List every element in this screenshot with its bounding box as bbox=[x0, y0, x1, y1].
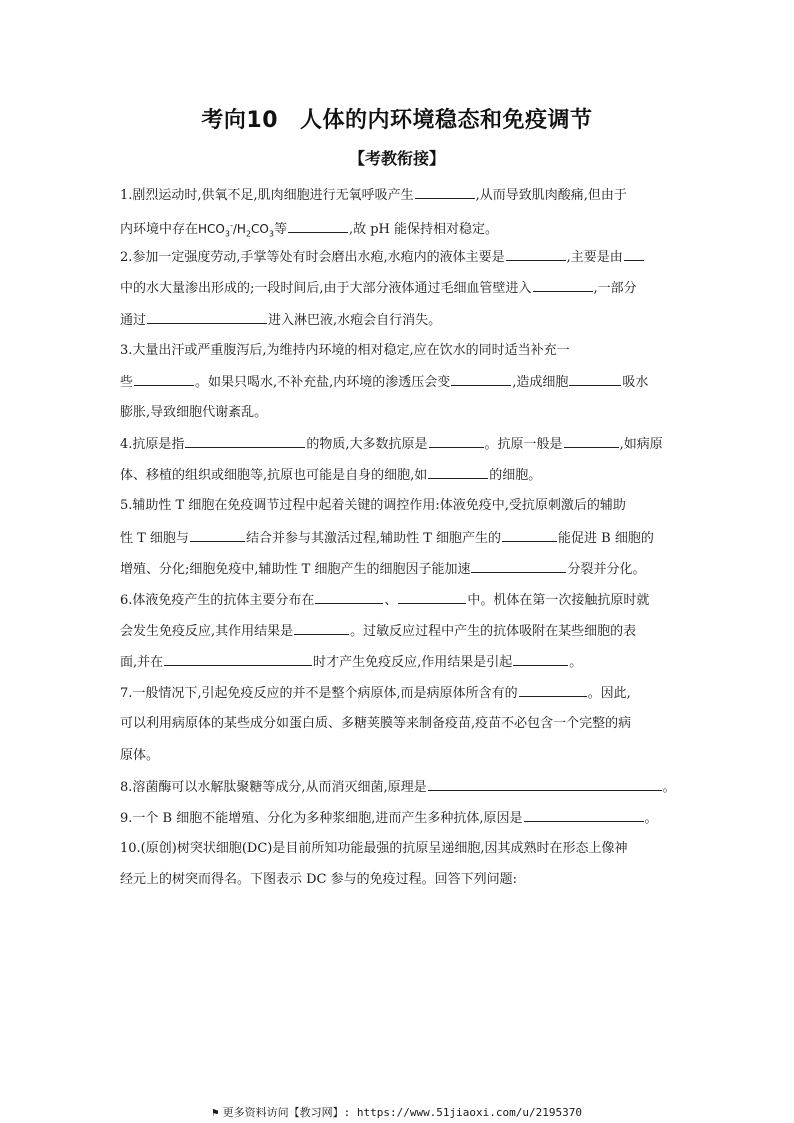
text-segment: 会发生免疫反应,其作用结果是 bbox=[120, 624, 294, 639]
text-segment: ,故 pH 能保持相对稳定。 bbox=[348, 222, 499, 237]
page-footer bbox=[0, 1104, 794, 1120]
question-5-line-2 bbox=[120, 526, 680, 550]
answer-blank bbox=[294, 619, 349, 635]
text-segment: 进入淋巴液,水疱会自行消失。 bbox=[268, 313, 442, 328]
answer-blank bbox=[471, 557, 566, 573]
text-segment: 8.溶菌酶可以水解肽聚糖等成分,从而消灭细菌,原理是 bbox=[120, 780, 427, 795]
formula-part: HCO bbox=[198, 222, 225, 236]
text-segment: 7.一般情况下,引起免疫反应的并不是整个病原体,而是病原体所含有的 bbox=[120, 686, 518, 701]
footer-link-text[interactable]: 更多资料访问【教习网】: https://www.51jiaoxi.com/u/2195370 bbox=[222, 1106, 583, 1119]
answer-blank bbox=[164, 650, 312, 666]
text-segment: 的细胞。 bbox=[489, 468, 542, 483]
text-segment: 。抗原一般是 bbox=[484, 437, 563, 452]
question-5-line-1: 5.辅助性 T 细胞在免疫调节过程中起着关键的调控作用:体液免疫中,受抗原刺激后的辅助 bbox=[120, 498, 626, 513]
question-10-line-1: 10.(原创)树突状细胞(DC)是目前所知功能最强的抗原呈递细胞,因其成熟时在形态上像神 bbox=[120, 841, 628, 856]
answer-blank bbox=[315, 588, 383, 604]
text-segment: 。如果只喝水,不补充盐,内环境的渗透压会变 bbox=[195, 375, 451, 390]
question-2-line-2 bbox=[120, 276, 680, 300]
text-segment: 等 bbox=[273, 222, 287, 237]
answer-blank bbox=[533, 276, 593, 292]
question-3-line-2 bbox=[120, 370, 680, 394]
question-10-line-2: 经元上的树突而得名。下图表示 DC 参与的免疫过程。回答下列问题: bbox=[120, 872, 518, 887]
question-1-line-1 bbox=[120, 183, 680, 207]
formula-part: CO bbox=[251, 222, 269, 236]
question-3-line-1: 3.大量出汗或严重腹泻后,为维持内环境的相对稳定,应在饮水的同时适当补充一 bbox=[120, 343, 570, 358]
answer-blank bbox=[134, 370, 194, 386]
text-segment: 、 bbox=[384, 593, 398, 608]
question-7-line-1 bbox=[120, 681, 680, 705]
text-segment: 内环境中存在 bbox=[120, 222, 199, 237]
answer-blank bbox=[398, 588, 466, 604]
answer-blank bbox=[524, 806, 644, 822]
text-segment: 结合并参与其激活过程,辅助性 T 细胞产生的 bbox=[245, 531, 502, 546]
text-segment: 2.参加一定强度劳动,手掌等处有时会磨出水疱,水疱内的液体主要是 bbox=[120, 250, 505, 265]
answer-blank bbox=[564, 432, 619, 448]
text-segment: ,从而导致肌肉酸痛,但由于 bbox=[475, 188, 627, 203]
text-segment: 能促进 B 细胞的 bbox=[558, 531, 654, 546]
answer-blank bbox=[147, 308, 267, 324]
text-segment: 4.抗原是指 bbox=[120, 437, 185, 452]
question-5-line-3 bbox=[120, 557, 680, 581]
section-subtitle: 【考教衔接】 bbox=[348, 149, 445, 168]
text-segment: ,如病原 bbox=[619, 437, 663, 452]
question-9-line-1 bbox=[120, 806, 680, 830]
text-segment: 性 T 细胞与 bbox=[120, 531, 189, 546]
flag-icon: ⚑ bbox=[211, 1106, 219, 1119]
text-segment: 面,并在 bbox=[120, 655, 164, 670]
text-segment: 吸水 bbox=[622, 375, 649, 390]
question-6-line-2 bbox=[120, 619, 680, 643]
page-title bbox=[0, 103, 794, 134]
text-segment: ,一部分 bbox=[593, 281, 637, 296]
text-segment: 。 bbox=[569, 655, 583, 670]
text-segment: 的物质,大多数抗原是 bbox=[306, 437, 428, 452]
question-4-line-2 bbox=[120, 463, 680, 487]
answer-blank bbox=[190, 526, 245, 542]
text-segment: 时才产生免疫反应,作用结果是引起 bbox=[313, 655, 513, 670]
text-segment: 6.体液免疫产生的抗体主要分布在 bbox=[120, 593, 315, 608]
formula-part: /H bbox=[232, 222, 246, 236]
question-1-line-2 bbox=[120, 214, 680, 238]
text-segment: 。因此, bbox=[587, 686, 631, 701]
title-number: 考向10 bbox=[201, 108, 279, 133]
answer-blank bbox=[428, 463, 488, 479]
answer-blank bbox=[519, 681, 587, 697]
text-segment: 增殖、分化;细胞免疫中,辅助性 T 细胞产生的细胞因子能加速 bbox=[120, 562, 471, 577]
question-2-line-1 bbox=[120, 245, 680, 269]
question-8-line-1 bbox=[120, 775, 680, 799]
question-2-line-3 bbox=[120, 308, 680, 332]
text-segment: ,主要是由 bbox=[566, 250, 623, 265]
answer-blank bbox=[428, 775, 662, 791]
text-segment: 。 bbox=[644, 811, 658, 826]
buffer-formula bbox=[198, 221, 274, 239]
question-7-line-2: 可以利用病原体的某些成分如蛋白质、多糖荚膜等来制备疫苗,疫苗不必包含一个完整的病 bbox=[120, 716, 632, 731]
question-3-line-3: 膨胀,导致细胞代谢紊乱。 bbox=[120, 405, 268, 420]
question-6-line-3 bbox=[120, 650, 680, 674]
answer-blank bbox=[513, 650, 568, 666]
text-segment: 体、移植的组织或细胞等,抗原也可能是自身的细胞,如 bbox=[120, 468, 428, 483]
answer-blank bbox=[288, 217, 348, 233]
text-segment: 中。机体在第一次接触抗原时就 bbox=[467, 593, 650, 608]
question-4-line-1 bbox=[120, 432, 680, 456]
answer-blank bbox=[502, 526, 557, 542]
answer-blank bbox=[185, 432, 305, 448]
formula-subscript: 2 bbox=[245, 229, 252, 239]
text-segment: 分裂并分化。 bbox=[567, 562, 646, 577]
formula-subscript: 3 bbox=[268, 229, 274, 239]
answer-blank bbox=[415, 183, 475, 199]
answer-blank bbox=[569, 370, 621, 386]
text-segment: 。 bbox=[662, 780, 676, 795]
text-segment: 通过 bbox=[120, 313, 147, 328]
formula-superscript: - bbox=[229, 221, 233, 230]
text-segment: 9.一个 B 细胞不能增殖、分化为多种浆细胞,进而产生多种抗体,原因是 bbox=[120, 811, 523, 826]
text-segment: ,造成细胞 bbox=[512, 375, 569, 390]
text-segment: 些 bbox=[120, 375, 134, 390]
question-7-line-3: 原体。 bbox=[120, 748, 160, 763]
answer-blank bbox=[451, 370, 511, 386]
title-text: 人体的内环境稳态和免疫调节 bbox=[300, 108, 593, 133]
answer-blank bbox=[506, 245, 566, 261]
formula-subscript: 3 bbox=[224, 229, 230, 239]
text-segment: 中的水大量渗出形成的;一段时间后,由于大部分液体通过毛细血管壁进入 bbox=[120, 281, 532, 296]
answer-blank bbox=[429, 432, 484, 448]
answer-blank bbox=[624, 245, 644, 261]
question-6-line-1 bbox=[120, 588, 680, 612]
text-segment: 。过敏反应过程中产生的抗体吸附在某些细胞的表 bbox=[350, 624, 637, 639]
text-segment: 1.剧烈运动时,供氧不足,肌肉细胞进行无氧呼吸产生 bbox=[120, 188, 414, 203]
